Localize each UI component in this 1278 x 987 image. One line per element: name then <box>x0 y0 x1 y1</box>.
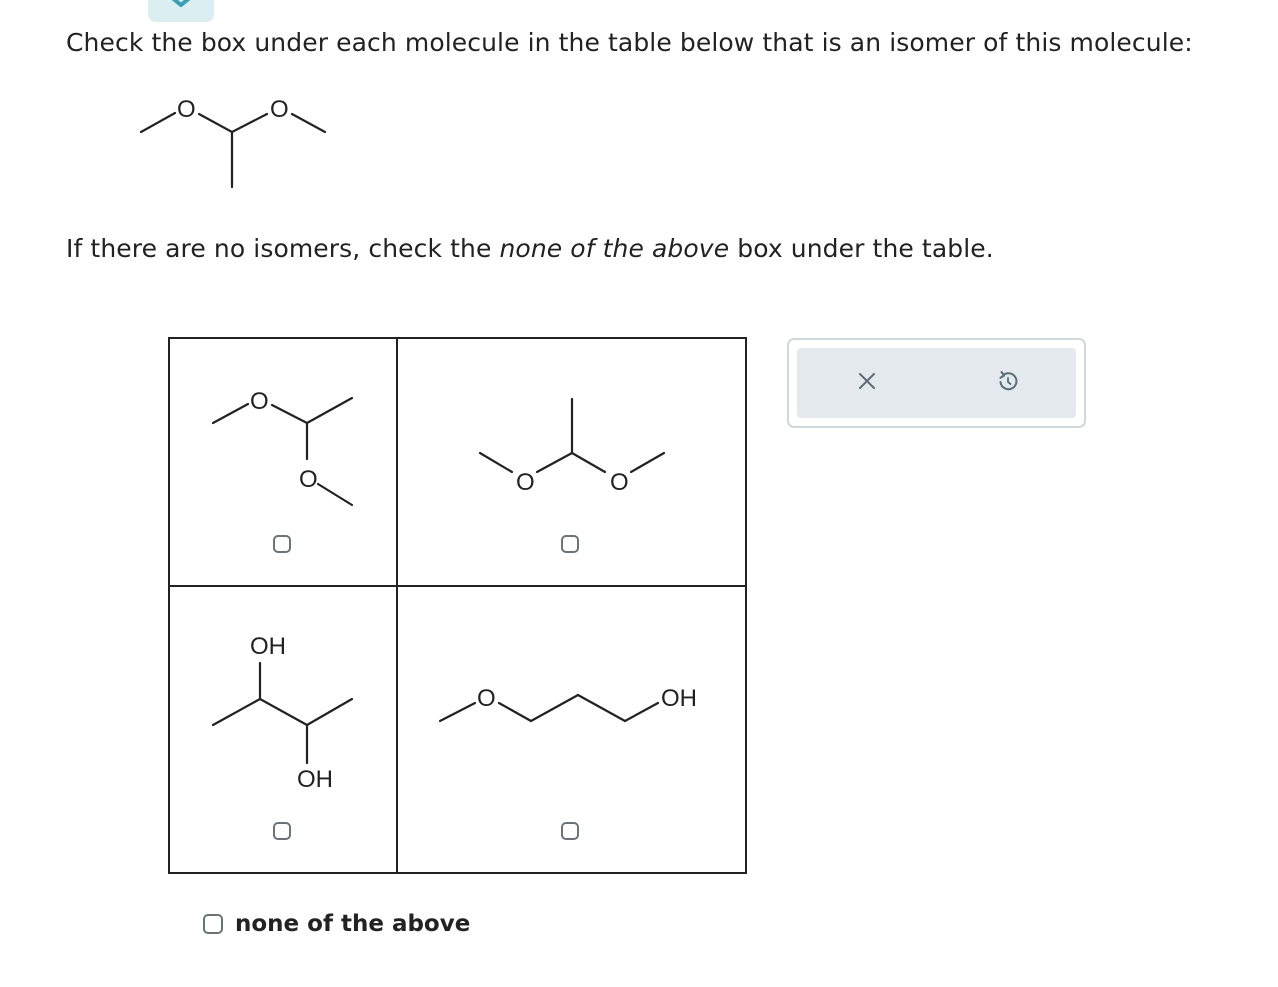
bond <box>292 114 325 132</box>
bond <box>480 453 512 472</box>
molecule-c-checkbox[interactable] <box>273 822 291 840</box>
reset-button[interactable] <box>993 366 1023 396</box>
bond <box>537 453 572 472</box>
atom-label-oxygen: O <box>610 469 629 496</box>
bond <box>625 703 658 721</box>
molecule-b-checkbox[interactable] <box>561 535 579 553</box>
atom-label-oxygen: O <box>516 469 535 496</box>
none-of-the-above-option[interactable] <box>203 911 470 937</box>
table-cell-c <box>170 587 396 874</box>
bond <box>572 453 605 472</box>
table-cell-d <box>398 587 747 874</box>
bond <box>260 699 307 725</box>
bond <box>272 405 307 423</box>
reference-molecule <box>130 90 340 200</box>
answer-actions <box>797 348 1076 418</box>
molecule-d-checkbox[interactable] <box>561 822 579 840</box>
bond <box>213 699 260 725</box>
bond <box>307 699 352 725</box>
question-instruction: Check the box under each molecule in the table below that is an isomer of this molecule: <box>66 28 1193 57</box>
table-cell-a <box>170 339 396 585</box>
molecule-c <box>200 617 370 807</box>
bond <box>440 703 475 721</box>
close-icon <box>857 371 877 391</box>
isomer-table <box>168 337 747 874</box>
atom-label-oxygen: O <box>477 685 496 712</box>
molecule-d <box>428 677 728 747</box>
atom-label-oxygen: O <box>299 466 318 493</box>
bond <box>213 404 248 423</box>
none-of-the-above-checkbox[interactable] <box>203 914 223 934</box>
undo-icon <box>996 369 1020 393</box>
bond <box>578 695 625 721</box>
collapse-tab[interactable] <box>148 0 214 22</box>
atom-label-oxygen: O <box>250 388 269 415</box>
bond <box>631 453 664 472</box>
sub-instruction: If there are no isomers, check the none of the above box under the table. <box>66 234 994 263</box>
bond <box>318 484 352 505</box>
clear-button[interactable] <box>852 366 882 396</box>
answer-actions-panel <box>787 338 1086 428</box>
atom-label-oxygen: O <box>270 96 289 123</box>
atom-label-oxygen: O <box>177 96 196 123</box>
atom-label-hydroxyl: OH <box>297 766 333 793</box>
bond <box>232 114 267 132</box>
molecule-b <box>468 389 678 499</box>
molecule-a <box>200 381 370 521</box>
bond <box>307 398 352 423</box>
bond <box>499 703 531 721</box>
bond <box>141 113 175 132</box>
table-cell-b <box>398 339 747 585</box>
atom-label-hydroxyl: OH <box>250 633 286 660</box>
chevron-down-icon <box>167 0 195 10</box>
none-of-the-above-label[interactable]: none of the above <box>235 911 471 937</box>
bond <box>199 114 232 132</box>
molecule-a-checkbox[interactable] <box>273 535 291 553</box>
atom-label-hydroxyl: OH <box>661 685 697 712</box>
bond <box>531 695 578 721</box>
